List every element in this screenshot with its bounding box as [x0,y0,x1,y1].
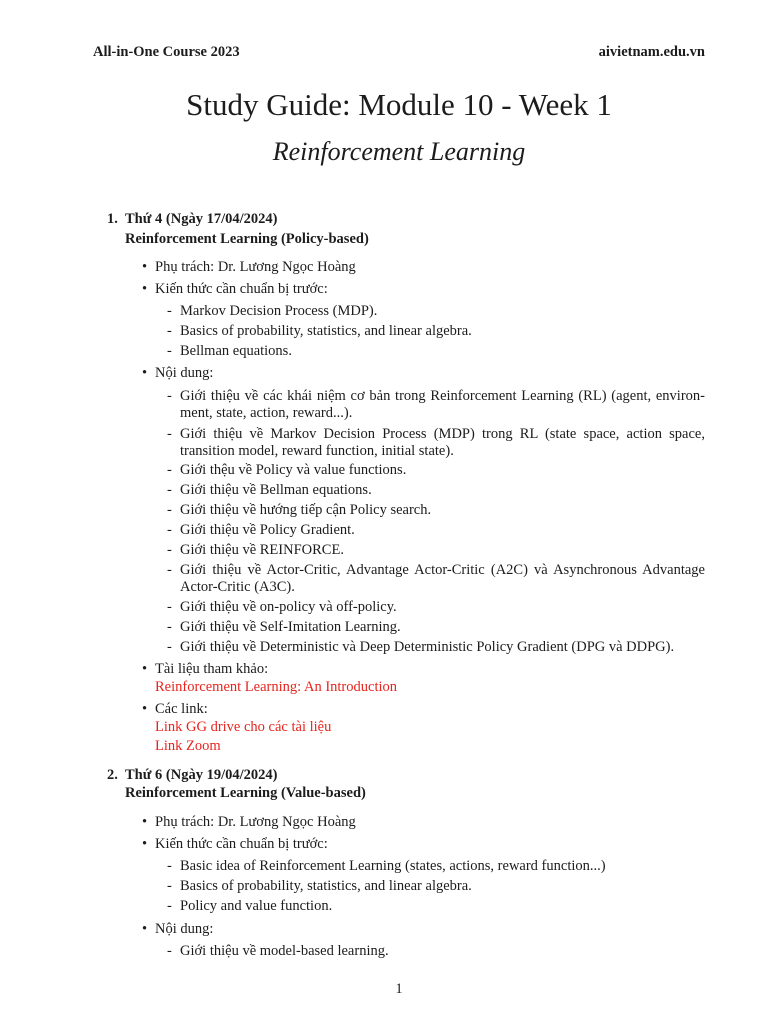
reference-link[interactable]: Reinforcement Learning: An Introduction [155,679,397,695]
content-topic-item [0,481,768,499]
session-heading [0,766,768,784]
content-topic-continuation [0,442,768,460]
dash-marker: - [167,878,172,894]
prerequisites-label: Kiến thức cần chuẩn bị trước: [155,836,328,852]
page-number: 1 [395,981,403,997]
references-label: Tài liệu tham khảo: [155,661,269,677]
instructor-item [0,813,768,831]
session-number: 1. [107,211,118,227]
content-topic-continuation [0,578,768,596]
session-date: Thứ 6 (Ngày 19/04/2024) [125,767,278,783]
instructor-text: Phụ trách: Dr. Lương Ngọc Hoàng [155,259,356,275]
prerequisite-item [0,302,768,320]
content-topic-text: Giới thiệu về on-policy và off-policy. [180,599,397,615]
prerequisite-item [0,897,768,915]
bullet-marker: • [142,259,148,275]
drive-link[interactable]: Link GG drive cho các tài liệu [155,719,332,735]
bullet-marker: • [142,661,148,677]
session-topic-row [0,230,768,248]
dash-marker: - [167,502,172,518]
page-title: Study Guide: Module 10 - Week 1 [186,87,612,122]
content-topic-text: Giới thiệu về Actor-Critic, Advantage Actor-Critic (A2C) và Asynchronous Advantage [180,562,705,578]
prerequisite-text: Bellman equations. [180,343,292,359]
page-subtitle: Reinforcement Learning [272,137,526,166]
dash-marker: - [167,323,172,339]
prerequisites-label: Kiến thức cần chuẩn bị trước: [155,281,328,297]
dash-marker: - [167,562,172,578]
session-topic-row [0,784,768,802]
links-item [0,700,768,718]
session-topic: Reinforcement Learning (Value-based) [125,785,366,801]
content-topic-text: Giới thiệu về model-based learning. [180,943,389,959]
content-topic-item [0,638,768,656]
bullet-marker: • [142,921,148,937]
content-topic-text: Giới thiệu về Markov Decision Process (MDP) trong RL (state space, action space, [180,426,705,442]
session-number: 2. [107,767,118,783]
header-course: All-in-One Course 2023 [93,44,240,60]
content-topic-item [0,501,768,519]
content-topic-continuation [0,404,768,422]
prerequisite-item [0,342,768,360]
bullet-marker: • [142,814,148,830]
content-topic-item [0,561,768,579]
instructor-text: Phụ trách: Dr. Lương Ngọc Hoàng [155,814,356,830]
content-topic-text: Actor-Critic (A3C). [180,579,295,595]
content-topic-text: Giới thiệu về Self-Imitation Learning. [180,619,401,635]
dash-marker: - [167,482,172,498]
reference-row [0,678,768,696]
session-topic: Reinforcement Learning (Policy-based) [125,231,369,247]
dash-marker: - [167,639,172,655]
content-topic-item [0,598,768,616]
content-topic-item [0,541,768,559]
content-topic-text: ment, state, action, reward...). [180,405,353,421]
prerequisite-item [0,857,768,875]
dash-marker: - [167,898,172,914]
content-topic-item [0,387,768,405]
dash-marker: - [167,599,172,615]
dash-marker: - [167,426,172,442]
content-label: Nội dung: [155,365,214,381]
content-topic-text: Giới thiệu về Policy Gradient. [180,522,355,538]
content-label: Nội dung: [155,921,214,937]
prerequisites-item [0,280,768,298]
instructor-item [0,258,768,276]
prerequisite-item [0,322,768,340]
drive-link-row [0,718,768,736]
content-topic-item [0,425,768,443]
bullet-marker: • [142,281,148,297]
prerequisite-text: Basics of probability, statistics, and linear algebra. [180,323,472,339]
prerequisite-text: Policy and value function. [180,898,333,914]
dash-marker: - [167,619,172,635]
content-topic-text: Giới thiệu về hướng tiếp cận Policy search. [180,502,432,518]
dash-marker: - [167,303,172,319]
dash-marker: - [167,858,172,874]
bullet-marker: • [142,701,148,717]
content-topic-text: Giới thiệu về các khái niệm cơ bản trong Reinforcement Learning (RL) (agent, environ- [180,388,705,404]
dash-marker: - [167,943,172,959]
prerequisites-item [0,835,768,853]
dash-marker: - [167,388,172,404]
content-topic-item [0,618,768,636]
session-heading [0,210,768,228]
prerequisite-text: Markov Decision Process (MDP). [180,303,378,319]
zoom-link[interactable]: Link Zoom [155,738,221,754]
content-topic-text: Giới thiệu về REINFORCE. [180,542,344,558]
content-topic-text: Giới thiệu về Deterministic và Deep Deterministic Policy Gradient (DPG và DDPG). [180,639,675,655]
content-topic-text: transition model, reward function, initial state). [180,443,454,459]
bullet-marker: • [142,365,148,381]
dash-marker: - [167,522,172,538]
dash-marker: - [167,462,172,478]
prerequisite-text: Basics of probability, statistics, and linear algebra. [180,878,472,894]
prerequisite-item [0,877,768,895]
dash-marker: - [167,343,172,359]
content-topic-item [0,942,768,960]
session-date: Thứ 4 (Ngày 17/04/2024) [125,211,278,227]
content-topic-item [0,521,768,539]
prerequisite-text: Basic idea of Reinforcement Learning (states, actions, reward function...) [180,858,606,874]
content-item [0,920,768,938]
bullet-marker: • [142,836,148,852]
content-item [0,364,768,382]
content-topic-text: Giới thệu về Policy và value functions. [180,462,407,478]
zoom-link-row [0,737,768,755]
dash-marker: - [167,542,172,558]
content-topic-text: Giới thiệu về Bellman equations. [180,482,372,498]
links-label: Các link: [155,701,208,717]
content-topic-item [0,461,768,479]
references-item [0,660,768,678]
header-site: aivietnam.edu.vn [598,44,705,60]
